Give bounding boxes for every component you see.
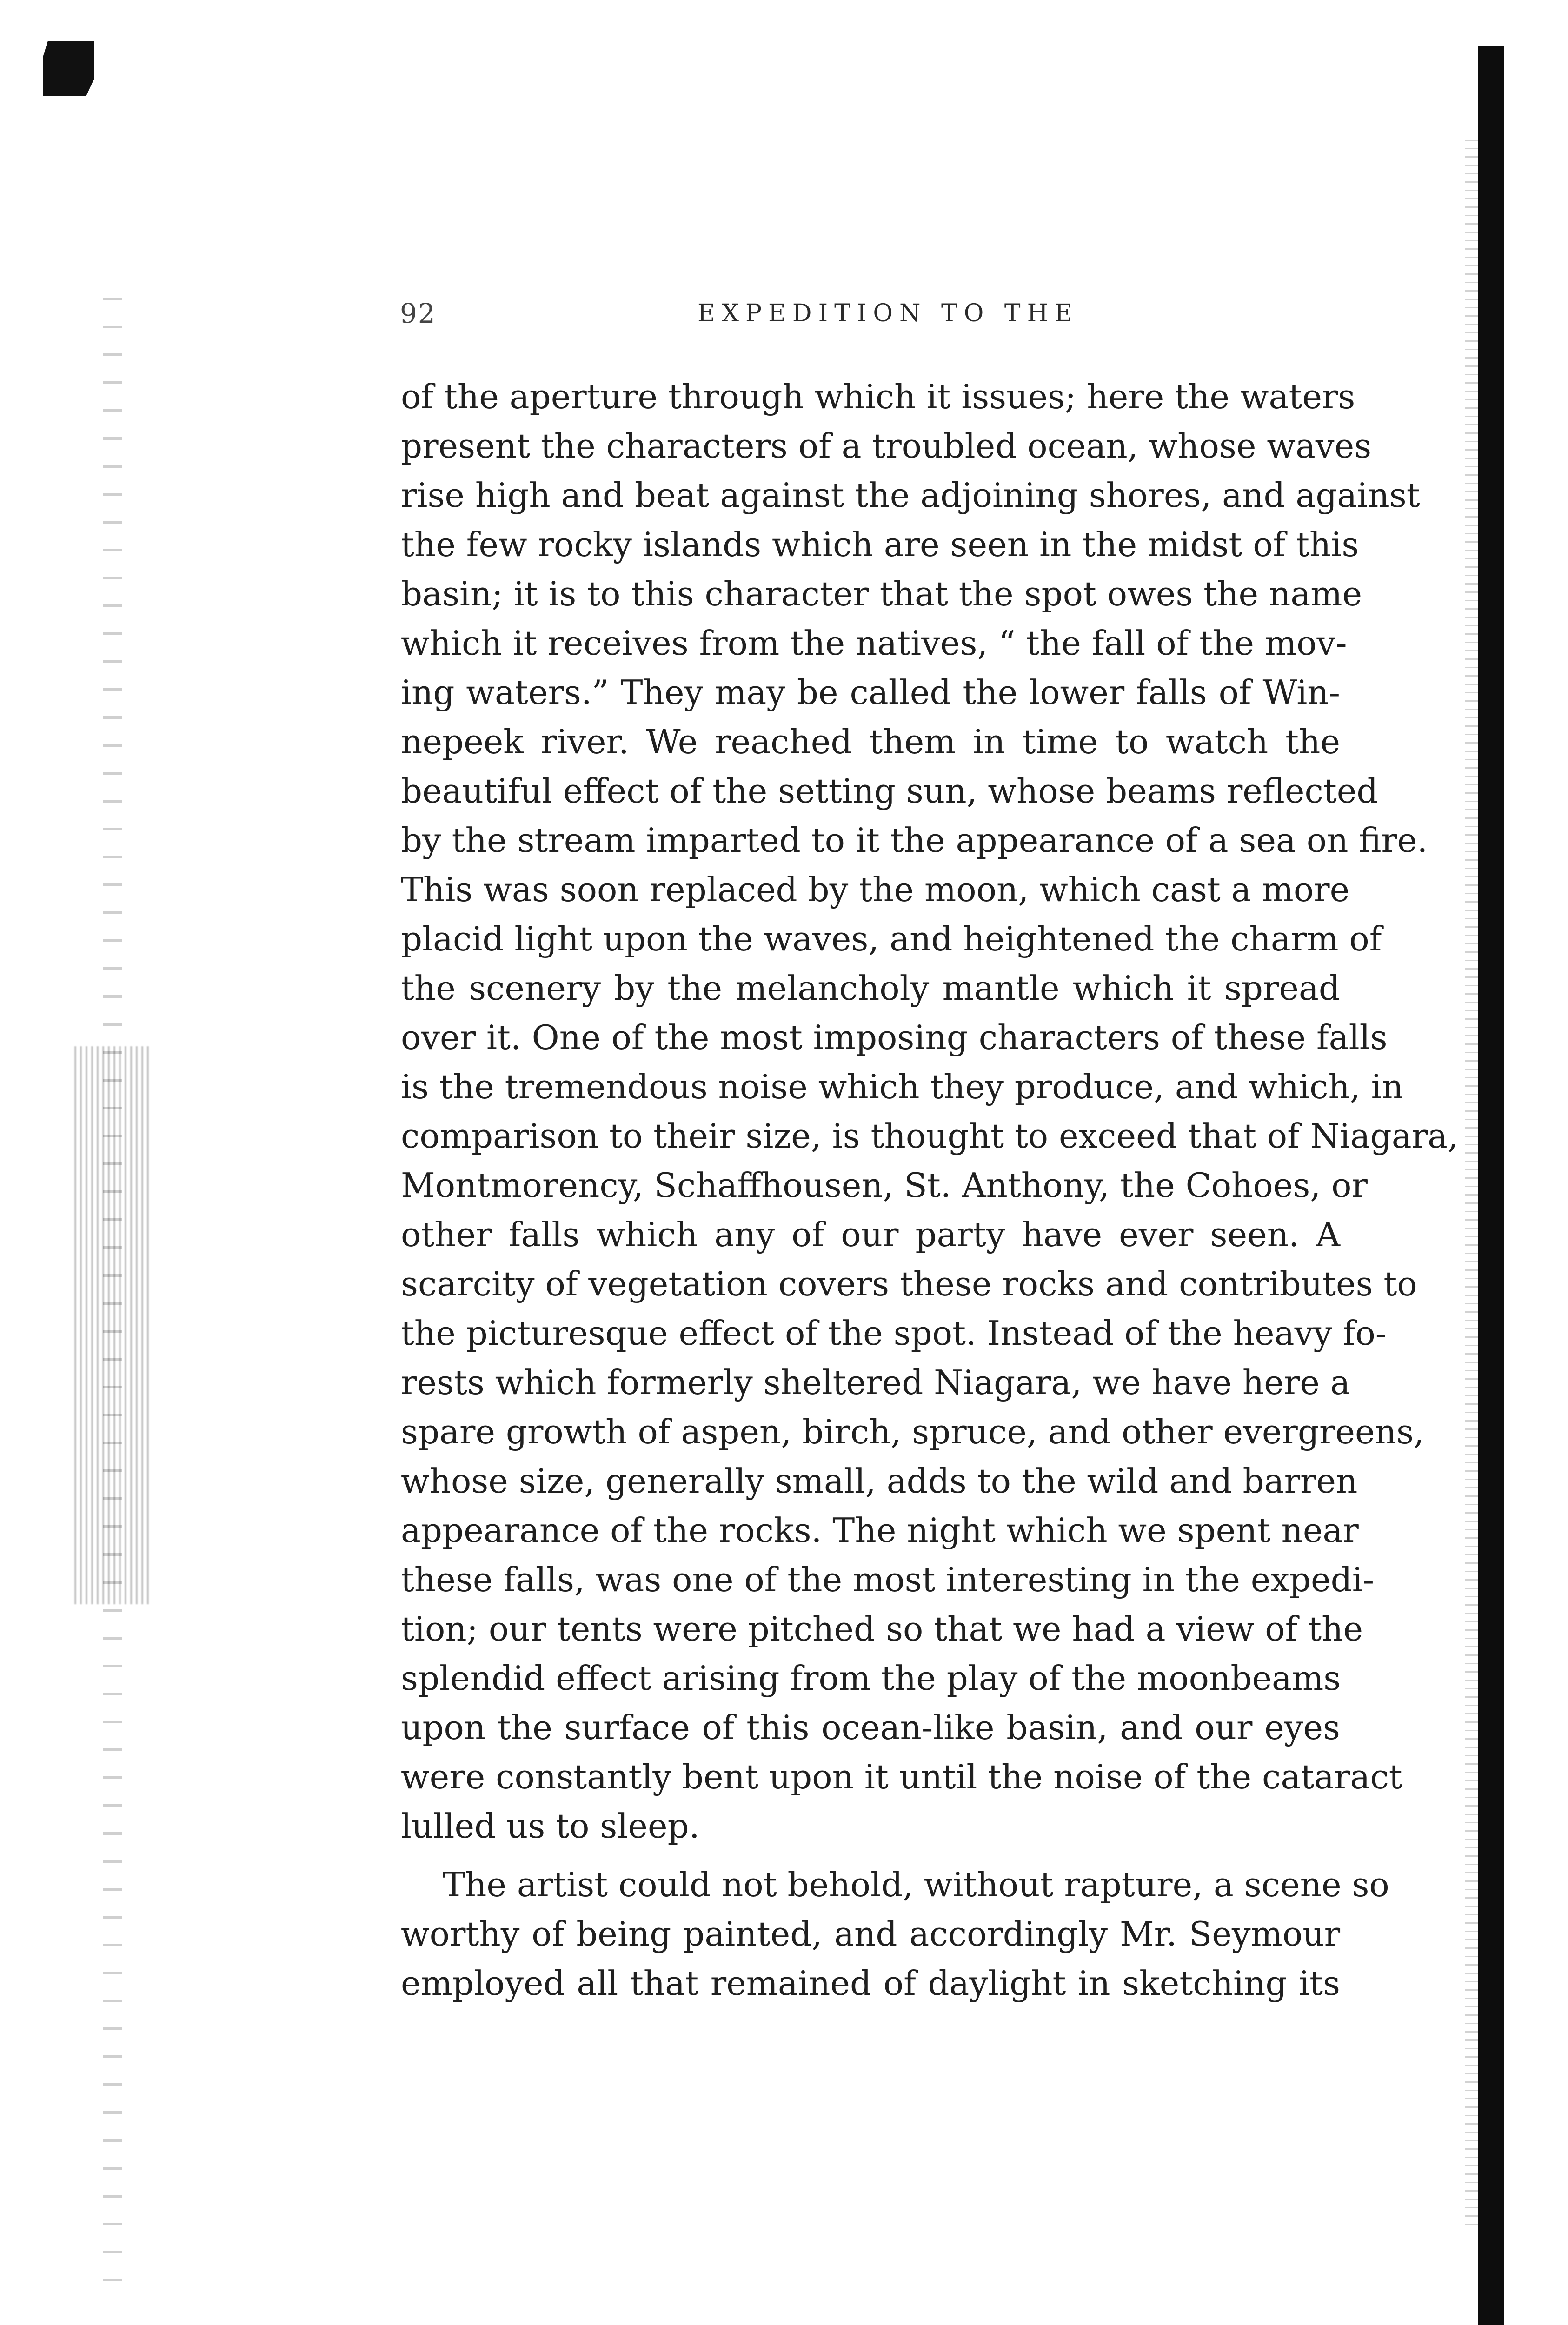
text-line: the picturesque effect of the spot. Instead of the heavy fo- bbox=[401, 1314, 1387, 1353]
text-line: over it. One of the most imposing characters of these falls bbox=[401, 1018, 1388, 1057]
text-line: The artist could not behold, without rapture, a scene so bbox=[443, 1865, 1389, 1904]
text-line: placid light upon the waves, and heightened the charm of bbox=[401, 919, 1382, 958]
text-line: nepeek river. We reached them in time to watch the bbox=[401, 722, 1340, 761]
text-line: rise high and beat against the adjoining shores, and against bbox=[401, 476, 1420, 515]
paragraph-gap bbox=[401, 1851, 1340, 1860]
text-line: the few rocky islands which are seen in the midst of this bbox=[401, 525, 1359, 564]
text-line: employed all that remained of daylight in sketching its bbox=[401, 1964, 1340, 2003]
text-line: beautiful effect of the setting sun, whose beams reflected bbox=[401, 771, 1378, 810]
header-title: EXPEDITION TO THE bbox=[698, 299, 1079, 327]
text-line: present the characters of a troubled ocean, whose waves bbox=[401, 426, 1372, 465]
text-line: the scenery by the melancholy mantle which it spread bbox=[401, 969, 1340, 1008]
paragraph-2 bbox=[401, 1860, 1389, 2008]
text-line: other falls which any of our party have ever seen. A bbox=[401, 1215, 1340, 1254]
text-line: spare growth of aspen, birch, spruce, and other evergreens, bbox=[401, 1412, 1424, 1451]
text-line: splendid effect arising from the play of the moonbeams bbox=[401, 1659, 1341, 1698]
text-line: were constantly bent upon it until the noise of the cataract bbox=[401, 1757, 1402, 1796]
paragraph-1 bbox=[401, 372, 1458, 1851]
text-line: lulled us to sleep. bbox=[401, 1807, 700, 1846]
scan-right-edge-bar bbox=[1478, 46, 1504, 2325]
body-text bbox=[401, 372, 1458, 2008]
running-head bbox=[400, 298, 1339, 335]
text-line: worthy of being painted, and accordingly Mr. Seymour bbox=[401, 1914, 1340, 1953]
text-line: basin; it is to this character that the spot owes the name bbox=[401, 574, 1362, 613]
text-line: Montmorency, Schaffhousen, St. Anthony, the Cohoes, or bbox=[401, 1166, 1368, 1205]
text-line: these falls, was one of the most interesting in the expedi- bbox=[401, 1560, 1375, 1599]
text-line: scarcity of vegetation covers these rocks and contributes to bbox=[401, 1264, 1417, 1303]
text-line: appearance of the rocks. The night which we spent near bbox=[401, 1511, 1359, 1550]
text-line: whose size, generally small, adds to the wild and barren bbox=[401, 1461, 1358, 1501]
text-line: This was soon replaced by the moon, which cast a more bbox=[401, 870, 1350, 909]
scan-left-bleed-through bbox=[74, 1046, 149, 1604]
text-line: which it receives from the natives, “ the fall of the mov- bbox=[401, 624, 1347, 663]
text-line: ing waters.” They may be called the lower falls of Win- bbox=[401, 673, 1340, 712]
text-line: comparison to their size, is thought to exceed that of Niagara, bbox=[401, 1116, 1458, 1156]
text-line: upon the surface of this ocean-like basin, and our eyes bbox=[401, 1708, 1340, 1747]
text-line: of the aperture through which it issues; here the waters bbox=[401, 377, 1355, 416]
text-line: rests which formerly sheltered Niagara, we have here a bbox=[401, 1363, 1350, 1402]
text-line: tion; our tents were pitched so that we had a view of the bbox=[401, 1609, 1363, 1648]
page-number: 92 bbox=[400, 298, 436, 329]
text-line: is the tremendous noise which they produce, and which, in bbox=[401, 1067, 1403, 1106]
text-line: by the stream imparted to it the appearance of a sea on fire. bbox=[401, 821, 1428, 860]
scan-corner-mark bbox=[43, 41, 94, 96]
